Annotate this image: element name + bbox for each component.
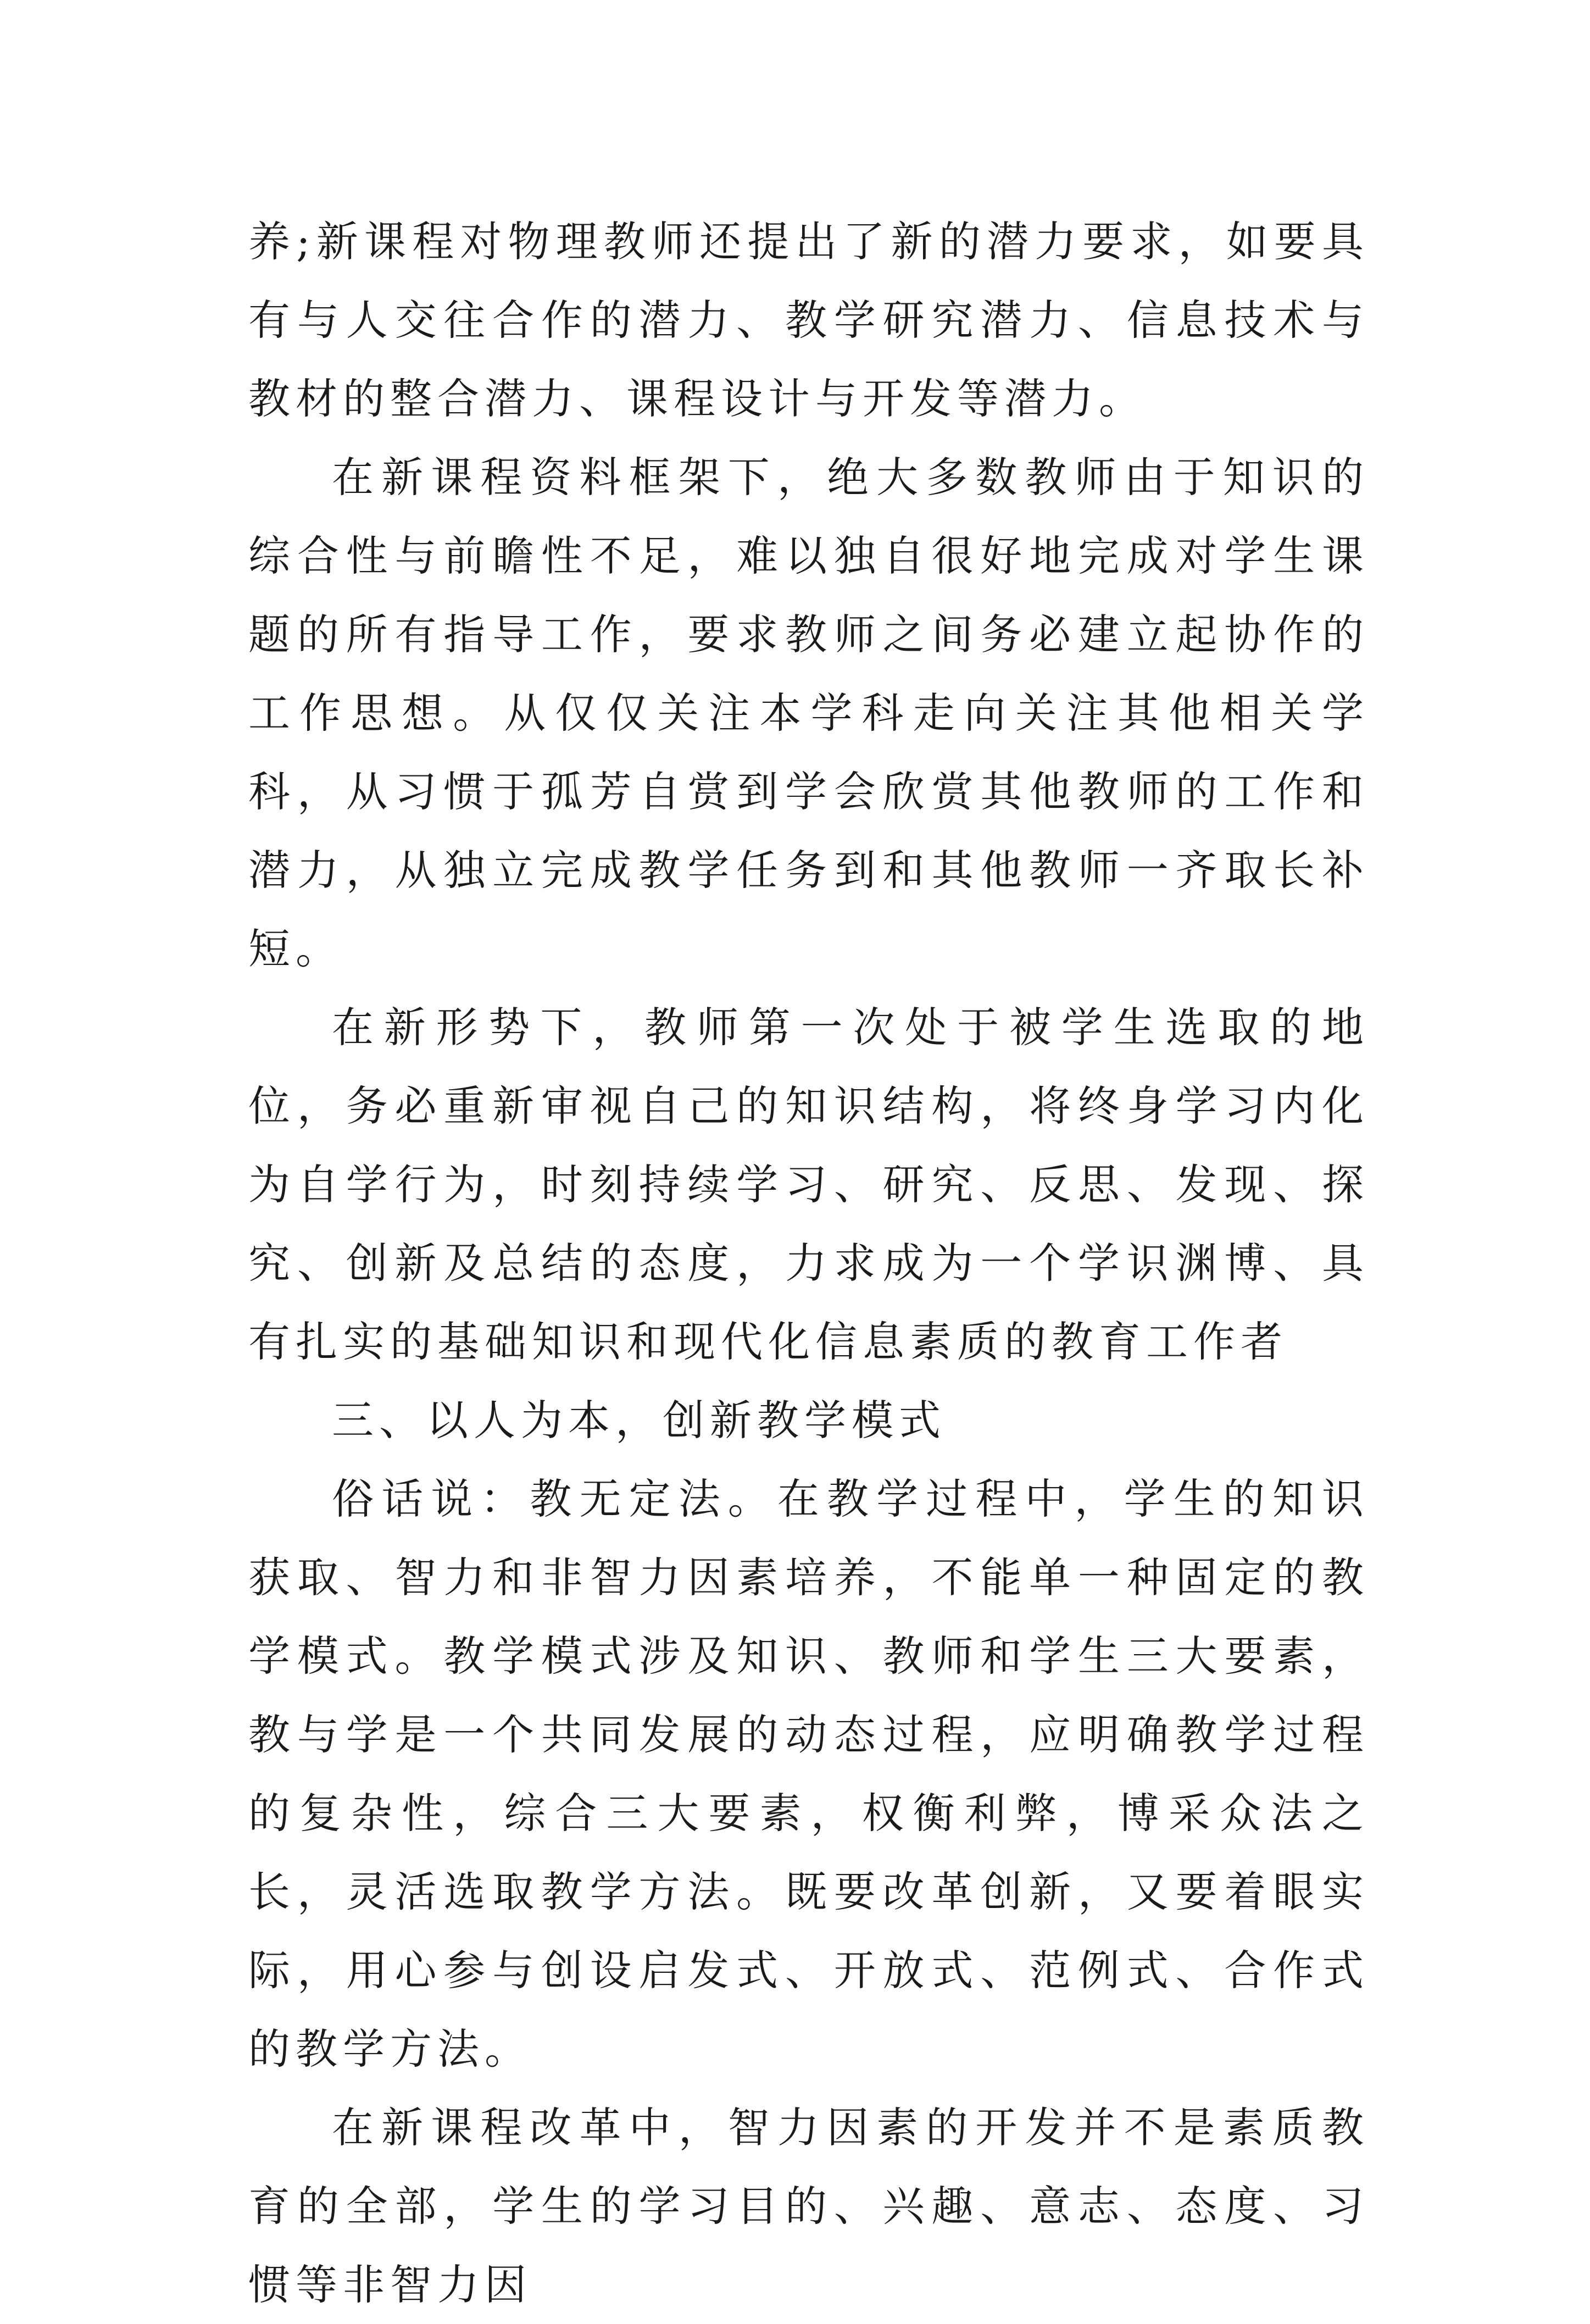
paragraph: 养;新课程对物理教师还提出了新的潜力要求，如要具有与人交往合作的潜力、教学研究潜力、信息技术与教材的整合潜力、课程设计与开发等潜力。 (248, 217, 1369, 423)
paragraph: 在新课程改革中，智力因素的开发并不是素质教育的全部，学生的学习目的、兴趣、意志、态度、习惯等非智力因 (248, 2103, 1369, 2309)
paragraph: 俗话说：教无定法。在教学过程中，学生的知识获取、智力和非智力因素培养，不能单一种固定的教学模式。教学模式涉及知识、教师和学生三大要素，教与学是一个共同发展的动态过程，应明确教学过程的复杂性，综合三大要素，权衡利弊，博采众法之长，灵活选取教学方法。既要改革创新，又要着眼实际，用心参与创设启发式、开放式、范例式、合作式的教学方法。 (248, 1474, 1369, 2073)
paragraph: 在新课程资料框架下，绝大多数教师由于知识的综合性与前瞻性不足，难以独自很好地完成对学生课题的所有指导工作，要求教师之间务必建立起协作的工作思想。从仅仅关注本学科走向关注其他相关学科，从习惯于孤芳自赏到学会欣赏其他教师的工作和潜力，从独立完成教学任务到和其他教师一齐取长补短。 (248, 453, 1369, 973)
body-text (248, 202, 1369, 2324)
section-heading: 三、以人为本，创新教学模式 (332, 1396, 946, 1445)
paragraph: 在新形势下，教师第一次处于被学生选取的地位，务必重新审视自己的知识结构，将终身学习内化为自学行为，时刻持续学习、研究、反思、发现、探究、创新及总结的态度，力求成为一个学识渊博、具有扎实的基础知识和现代化信息素质的教育工作者 (248, 1003, 1369, 1366)
